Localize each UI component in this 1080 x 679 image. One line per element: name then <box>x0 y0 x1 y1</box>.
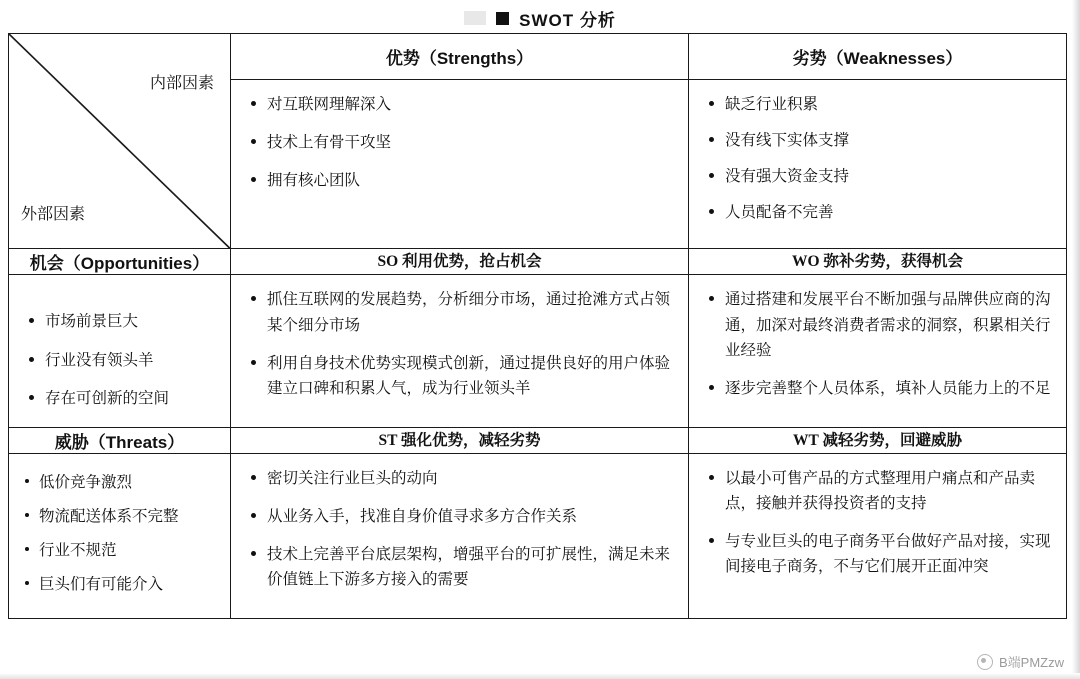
so-strategy-header: SO 利用优势，抢占机会 <box>231 249 689 275</box>
weaknesses-column <box>689 34 1067 249</box>
opportunities-list <box>9 275 230 426</box>
list-item: 技术上有骨干攻坚 <box>247 130 674 155</box>
list-item: 对互联网理解深入 <box>247 92 674 117</box>
opportunities-cell <box>9 275 231 427</box>
list-item: 行业不规范 <box>25 538 216 563</box>
list-item: 物流配送体系不完整 <box>25 504 216 529</box>
title-marker-blank-icon <box>464 11 486 25</box>
threats-row-header: 威胁（Threats） <box>9 427 231 453</box>
threats-list <box>9 454 230 618</box>
list-item: 人员配备不完善 <box>705 200 1052 225</box>
list-item: 密切关注行业巨头的动向 <box>247 466 674 491</box>
list-item: 缺乏行业积累 <box>705 92 1052 117</box>
title-marker-solid-icon <box>496 12 509 25</box>
page-title-bar <box>0 4 1080 32</box>
st-strategy-header: ST 强化优势，减轻劣势 <box>231 427 689 453</box>
list-item: 存在可创新的空间 <box>25 386 216 411</box>
strengths-column <box>231 34 689 249</box>
watermark-logo-icon <box>977 654 993 670</box>
wt-strategy-list <box>689 454 1066 595</box>
list-item: 没有线下实体支撑 <box>705 128 1052 153</box>
so-strategy-list <box>231 275 688 416</box>
threats-cell <box>9 453 231 618</box>
watermark <box>977 652 1064 671</box>
list-item: 巨头们有可能介入 <box>25 572 216 597</box>
wo-strategy-header: WO 弥补劣势，获得机会 <box>689 249 1067 275</box>
wo-strategy-list <box>689 275 1066 416</box>
list-item: 低价竞争激烈 <box>25 470 216 495</box>
table-row <box>9 427 1067 453</box>
opportunities-row-header: 机会（Opportunities） <box>9 249 231 275</box>
page-title: SWOT 分析 <box>519 10 616 30</box>
table-row <box>9 34 1067 249</box>
st-strategy-list <box>231 454 688 608</box>
list-item: 与专业巨头的电子商务平台做好产品对接，实现间接电子商务，不与它们展开正面冲突 <box>705 529 1052 579</box>
weaknesses-header: 劣势（Weaknesses） <box>792 49 963 68</box>
so-strategy-cell <box>231 275 689 427</box>
watermark-text: B端PMZzw <box>998 655 1064 670</box>
table-row <box>9 453 1067 618</box>
wt-strategy-cell <box>689 453 1067 618</box>
page-edge-bottom <box>0 673 1080 679</box>
table-row <box>9 275 1067 427</box>
list-item: 以最小可售产品的方式整理用户痛点和产品卖点，接触并获得投资者的支持 <box>705 466 1052 516</box>
list-item: 拥有核心团队 <box>247 168 674 193</box>
list-item: 没有强大资金支持 <box>705 164 1052 189</box>
list-item: 从业务入手，找准自身价值寻求多方合作关系 <box>247 504 674 529</box>
page-edge-right <box>1072 0 1080 679</box>
list-item: 技术上完善平台底层架构，增强平台的可扩展性，满足未来价值链上下游多方接入的需要 <box>247 542 674 592</box>
strengths-list <box>231 80 688 209</box>
list-item: 利用自身技术优势实现模式创新，通过提供良好的用户体验建立口碑和积累人气，成为行业领头羊 <box>247 351 674 401</box>
st-strategy-cell <box>231 453 689 618</box>
external-factors-label: 外部因素 <box>21 206 86 224</box>
wt-strategy-header: WT 减轻劣势，回避威胁 <box>689 427 1067 453</box>
weaknesses-list <box>689 80 1066 248</box>
list-item: 市场前景巨大 <box>25 309 216 334</box>
list-item: 逐步完善整个人员体系，填补人员能力上的不足 <box>705 376 1052 401</box>
list-item: 抓住互联网的发展趋势，分析细分市场，通过抢滩方式占领某个细分市场 <box>247 287 674 337</box>
wo-strategy-cell <box>689 275 1067 427</box>
corner-axis-cell <box>9 34 231 249</box>
internal-factors-label: 内部因素 <box>149 75 214 92</box>
list-item: 行业没有领头羊 <box>25 348 216 373</box>
strengths-header: 优势（Strengths） <box>385 49 534 68</box>
swot-matrix-table <box>8 33 1067 619</box>
list-item: 通过搭建和发展平台不断加强与品牌供应商的沟通，加深对最终消费者需求的洞察，积累相关行业经验 <box>705 287 1052 362</box>
table-row <box>9 249 1067 275</box>
